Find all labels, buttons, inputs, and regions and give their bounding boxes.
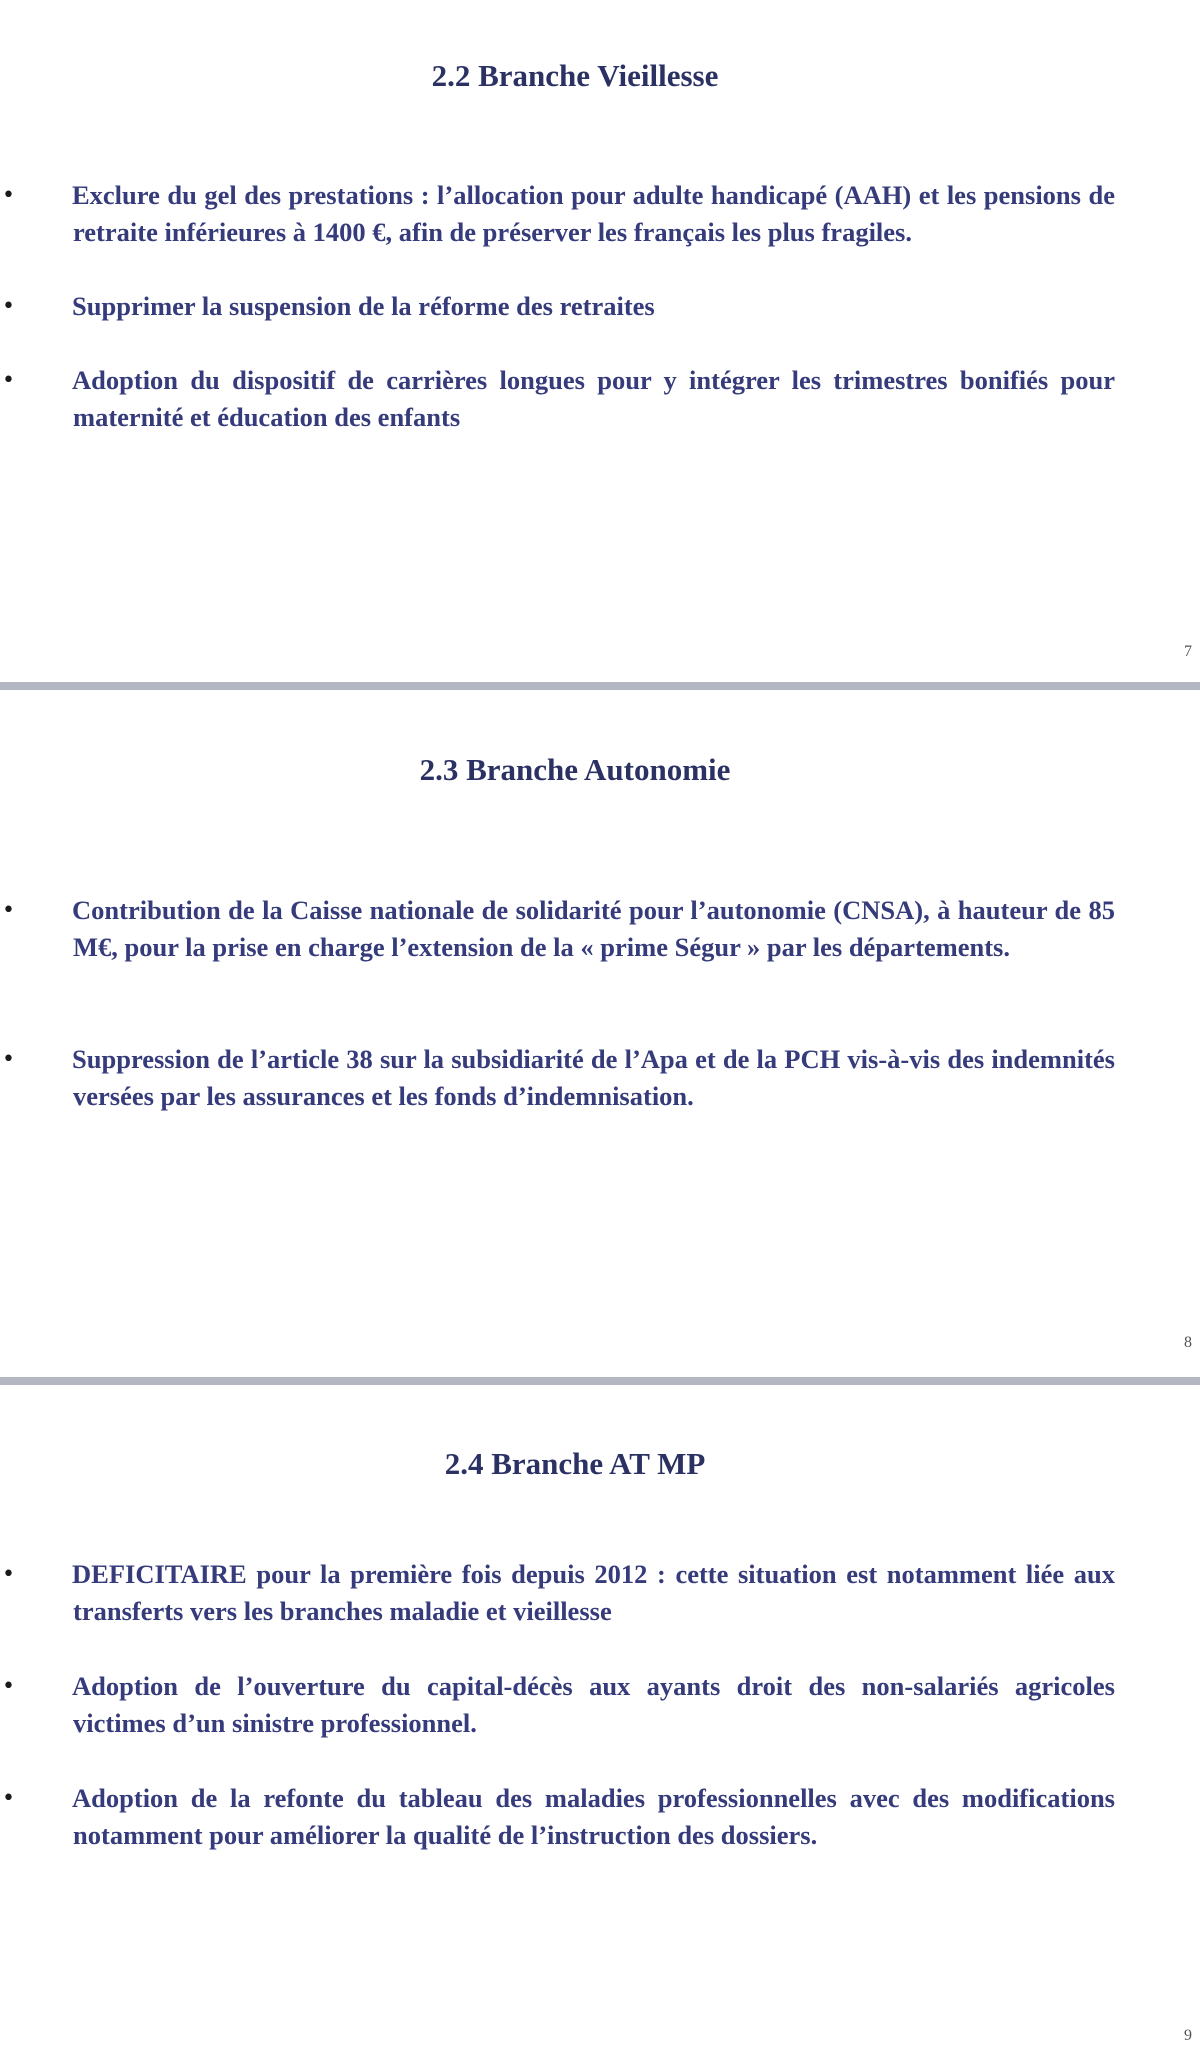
bullet-text: Adoption de l’ouverture du capital-décès aux ayants droit des non-salariés agricoles victimes d’un sinistre professionnel. — [72, 1671, 1115, 1738]
slide-title: 2.3 Branche Autonomie — [419, 752, 731, 787]
bullet-icon: • — [2, 294, 15, 319]
slide-branche-vieillesse — [0, 0, 1200, 682]
bullet-icon: • — [2, 368, 15, 393]
bullet-icon: • — [2, 1674, 15, 1699]
slide-divider — [0, 1377, 1200, 1385]
bullet-text: Exclure du gel des prestations : l’allocation pour adulte handicapé (AAH) et les pensions de retraite inférieures à 1400 €, afin de préserver les français les plus fragiles. — [72, 180, 1115, 247]
slide-divider — [0, 682, 1200, 690]
page-number: 7 — [1184, 643, 1192, 660]
slide-title: 2.2 Branche Vieillesse — [431, 58, 719, 93]
bullet-text: Contribution de la Caisse nationale de solidarité pour l’autonomie (CNSA), à hauteur de 85 M€, pour la prise en charge l’extension de la « prime Ségur » par les départements. — [72, 895, 1115, 962]
bullet-text: DEFICITAIRE pour la première fois depuis 2012 : cette situation est notamment liée aux transferts vers les branches maladie et vieillesse — [72, 1559, 1115, 1626]
bullet-text: Adoption de la refonte du tableau des maladies professionnelles avec des modifications notamment pour améliorer la qualité de l’instruction des dossiers. — [72, 1783, 1115, 1850]
bullet-text: Adoption du dispositif de carrières longues pour y intégrer les trimestres bonifiés pour maternité et éducation des enfants — [72, 365, 1115, 432]
bullet-icon: • — [2, 898, 15, 923]
page-number: 8 — [1184, 1334, 1192, 1351]
page-number: 9 — [1184, 2027, 1192, 2044]
bullet-icon: • — [2, 1786, 15, 1811]
bullet-icon: • — [2, 1562, 15, 1587]
slide-branche-autonomie — [0, 690, 1200, 1377]
slide-title: 2.4 Branche AT MP — [444, 1446, 706, 1481]
slide-branche-at-mp — [0, 1385, 1200, 2048]
bullet-text: Suppression de l’article 38 sur la subsidiarité de l’Apa et de la PCH vis-à-vis des indemnités versées par les assurances et les fonds d’indemnisation. — [72, 1044, 1115, 1111]
bullet-icon: • — [2, 1047, 15, 1072]
bullet-text: Supprimer la suspension de la réforme des retraites — [72, 291, 655, 321]
bullet-icon: • — [2, 183, 15, 208]
